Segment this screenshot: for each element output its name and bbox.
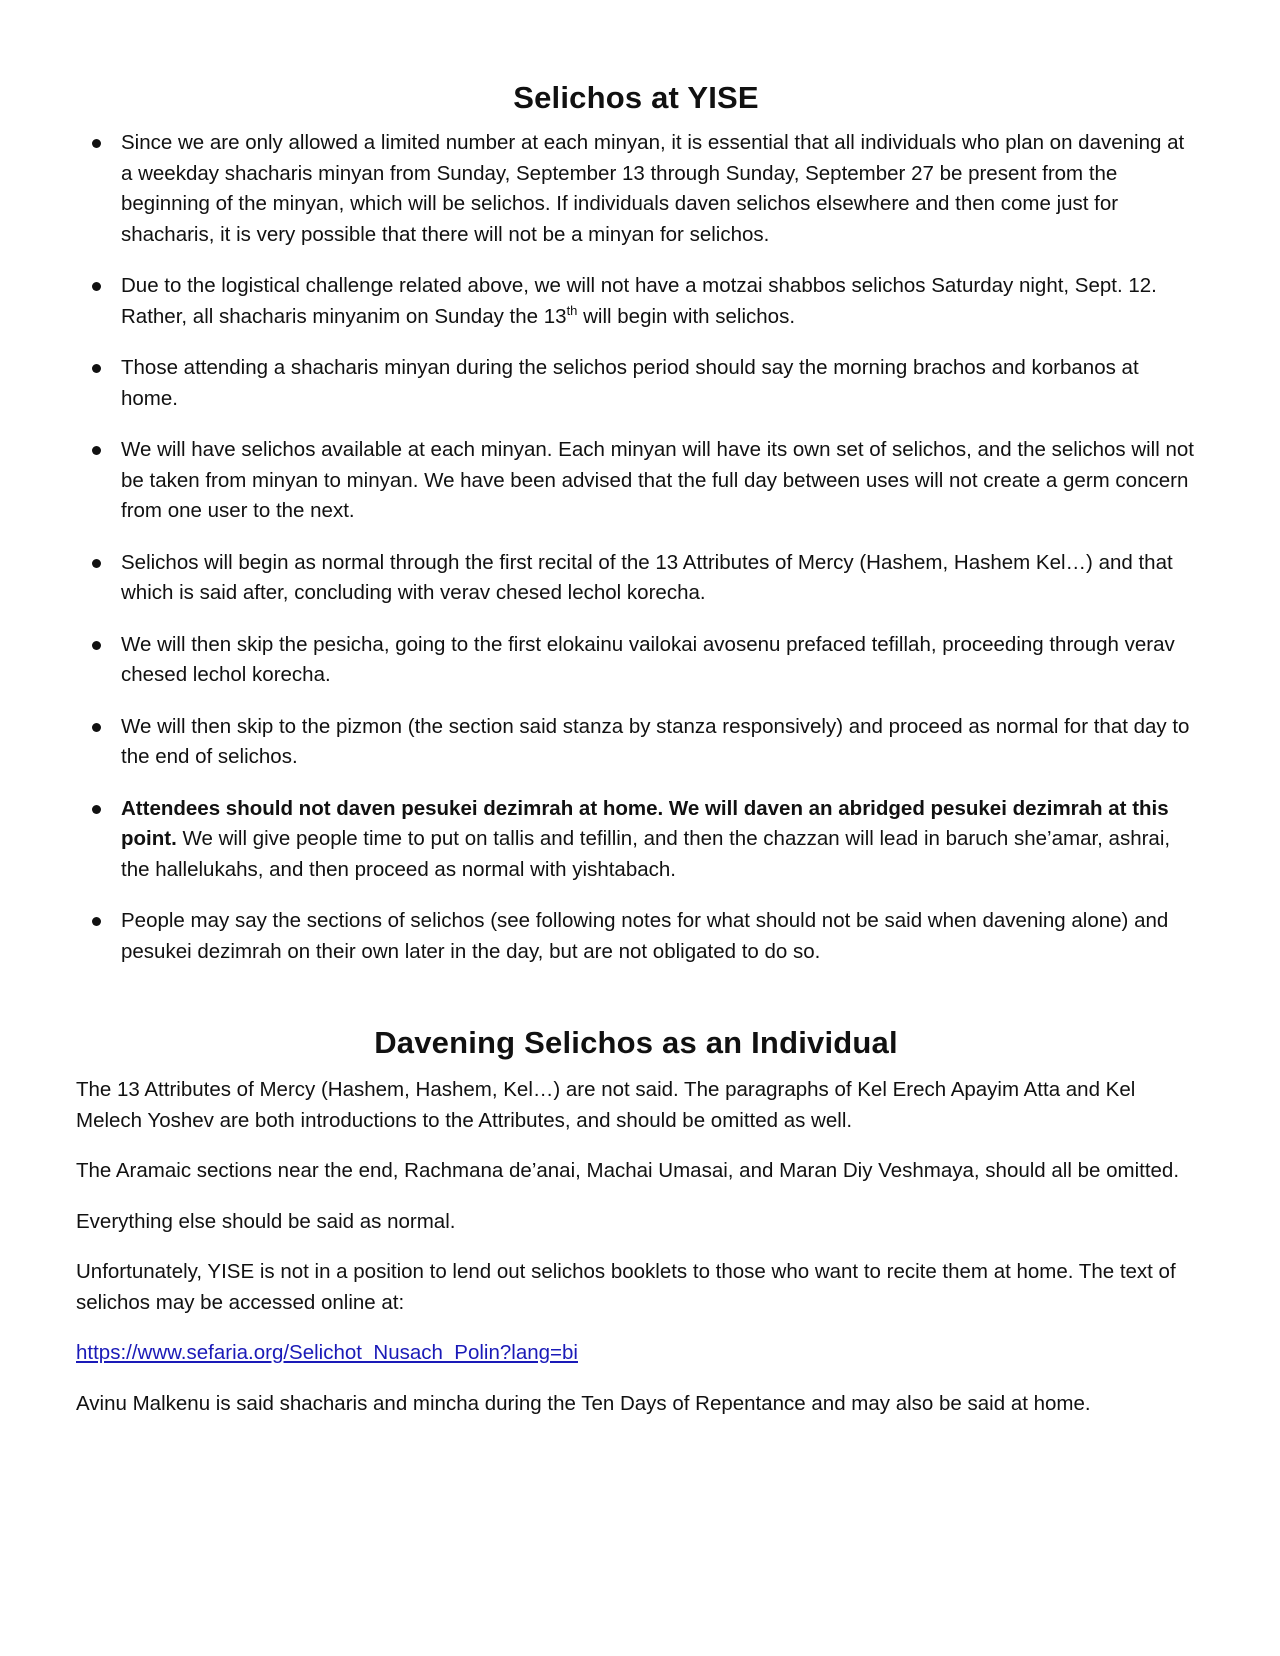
list-item-text: People may say the sections of selichos (see following notes for what should not be said when davening alone) and pesukei dezimrah on their own later in the day, but are not obligated to do so.: [121, 909, 1169, 963]
list-item-text: We will then skip to the pizmon (the section said stanza by stanza responsively) and proceed as normal for that day to the end of selichos.: [121, 714, 1190, 768]
paragraph: Everything else should be said as normal.: [76, 1209, 456, 1233]
list-item: [76, 353, 1196, 414]
bullet-icon: [92, 282, 101, 291]
paragraph: The 13 Attributes of Mercy (Hashem, Hashem, Kel…) are not said. The paragraphs of Kel Erech Apayim Atta and Kel Melech Yoshev are both introductions to the Attributes, and should be omitted as well.: [76, 1078, 1136, 1132]
list-item: [76, 906, 1196, 967]
bullet-icon: [92, 559, 101, 568]
bullet-icon: [92, 917, 101, 926]
bullet-icon: [92, 723, 101, 732]
section-title-davening-individual: Davening Selichos as an Individual: [374, 1025, 898, 1060]
list-item: [76, 128, 1196, 250]
bullet-icon: [92, 139, 101, 148]
list-item: [76, 712, 1196, 773]
list-item-text: Due to the logistical challenge related above, we will not have a motzai shabbos selichos Saturday night, Sept. 12. Rather, all shacharis minyanim on Sunday the 13: [121, 274, 1157, 328]
list-item-text: We will then skip the pesicha, going to the first elokainu vailokai avosenu prefaced tefillah, proceeding through verav chesed lechol korecha.: [121, 632, 1175, 686]
bullet-icon: [92, 364, 101, 373]
list-item-text: Those attending a shacharis minyan during the selichos period should say the morning brachos and korbanos at home.: [121, 356, 1139, 410]
list-item: [76, 435, 1196, 527]
list-item: [76, 548, 1196, 609]
section-title-selichos-at-yise: Selichos at YISE: [513, 80, 759, 115]
list-item-text: Since we are only allowed a limited number at each minyan, it is essential that all individuals who plan on davening at a weekday shacharis minyan from Sunday, September 13 through Sunday, September 27 be present from the beginning of the minyan, which will be selichos. If individuals daven selichos elsewhere and then come just for shacharis, it is very possible that there will not be a minyan for selichos.: [121, 131, 1185, 246]
list-item-text: We will have selichos available at each minyan. Each minyan will have its own set of selichos, and the selichos will not be taken from minyan to minyan. We have been advised that the full day between uses will not create a germ concern from one user to the next.: [121, 438, 1194, 522]
bullet-icon: [92, 446, 101, 455]
paragraph: The Aramaic sections near the end, Rachmana de’anai, Machai Umasai, and Maran Diy Veshmaya, should all be omitted.: [76, 1159, 1180, 1182]
closing-paragraph: Avinu Malkenu is said shacharis and mincha during the Ten Days of Repentance and may also be said at home.: [76, 1391, 1091, 1415]
list-item: [76, 271, 1196, 332]
link-paragraph: [76, 1338, 1196, 1369]
list-item: [76, 630, 1196, 691]
list-item-text: We will give people time to put on tallis and tefillin, and then the chazzan will lead in baruch she’amar, ashrai, the hallelukahs, and then proceed as normal with yishtabach.: [121, 827, 1171, 881]
paragraph: Unfortunately, YISE is not in a position to lend out selichos booklets to those who want to recite them at home. The text of selichos may be accessed online at:: [76, 1260, 1176, 1314]
ordinal-superscript: th: [566, 302, 578, 318]
list-item-bold-text: Attendees should not daven pesukei dezimrah at home. We will daven an abridged pesukei dezimrah at this point.: [121, 796, 1169, 850]
list-item-text-continued: will begin with selichos.: [577, 304, 796, 328]
list-item-text: Selichos will begin as normal through the first recital of the 13 Attributes of Mercy (Hashem, Hashem Kel…) and that which is said after, concluding with verav chesed lechol korecha.: [121, 550, 1173, 604]
sefaria-selichot-link[interactable]: https://www.sefaria.org/Selichot_Nusach_Polin?lang=bi: [76, 1341, 578, 1364]
selichos-guidelines-list: [76, 128, 1196, 967]
list-item: [76, 794, 1196, 886]
bullet-icon: [92, 641, 101, 650]
bullet-icon: [92, 805, 101, 814]
